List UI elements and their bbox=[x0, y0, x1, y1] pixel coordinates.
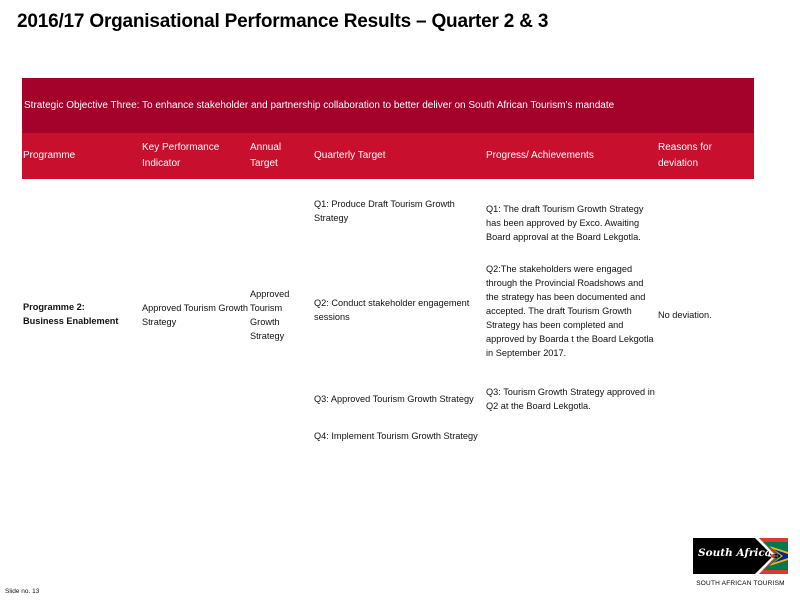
annual-line3: Growth bbox=[250, 317, 280, 327]
header-progress-label: Progress/ Achievements bbox=[486, 150, 594, 161]
programme-cell bbox=[23, 300, 118, 328]
programme-line1: Programme 2: bbox=[23, 302, 85, 312]
header-kpi-line1: Key Performance bbox=[142, 142, 220, 153]
strategic-objective-text: Strategic Objective Three: To enhance stakeholder and partnership collaboration to better deliver on South African Tourism’s mandate bbox=[24, 100, 615, 111]
reason-cell bbox=[658, 308, 712, 322]
header-annual-line1: Annual bbox=[250, 142, 282, 153]
progress-q2-line4: accepted. The draft Tourism Growth bbox=[486, 306, 632, 316]
quarterly-q4 bbox=[314, 429, 478, 443]
header-programme-label: Programme bbox=[23, 150, 76, 161]
reason-text: No deviation. bbox=[658, 310, 712, 320]
quarterly-q4-line1: Q4: Implement Tourism Growth Strategy bbox=[314, 431, 478, 441]
header-annual-target bbox=[250, 133, 281, 179]
progress-q3-line1: Q3: Tourism Growth Strategy approved in bbox=[486, 387, 655, 397]
page-title: 2016/17 Organisational Performance Results – Quarter 2 & 3 bbox=[17, 11, 549, 32]
progress-q1-line3: Board approval at the Board Lekgotla. bbox=[486, 232, 641, 242]
quarterly-q1-line2: Strategy bbox=[314, 213, 349, 223]
quarterly-q2-line1: Q2: Conduct stakeholder engagement bbox=[314, 298, 470, 308]
progress-q1-line2: has been approved by Exco. Awaiting bbox=[486, 218, 640, 228]
logo-caption: SOUTH AFRICAN TOURISM bbox=[696, 580, 785, 587]
header-kpi bbox=[142, 133, 219, 179]
logo-wordmark: South Africa bbox=[698, 547, 772, 559]
header-kpi-line2: Indicator bbox=[142, 158, 181, 169]
strategic-objective-banner bbox=[22, 78, 754, 133]
header-annual-line2: Target bbox=[250, 158, 278, 169]
header-quarterly-label: Quarterly Target bbox=[314, 150, 386, 161]
programme-line2: Business Enablement bbox=[23, 316, 119, 326]
quarterly-q1-line1: Q1: Produce Draft Tourism Growth bbox=[314, 199, 455, 209]
annual-line2: Tourism bbox=[250, 303, 283, 313]
progress-q3 bbox=[486, 385, 655, 413]
progress-q2 bbox=[486, 262, 654, 360]
quarterly-q3-line1: Q3: Approved Tourism Growth Strategy bbox=[314, 394, 474, 404]
quarterly-q2 bbox=[314, 296, 469, 324]
progress-q2-line7: in September 2017. bbox=[486, 348, 567, 358]
kpi-cell bbox=[142, 301, 248, 329]
quarterly-q2-line2: sessions bbox=[314, 312, 350, 322]
slide-number: Slide no. 13 bbox=[5, 588, 40, 595]
header-programme bbox=[23, 133, 75, 179]
progress-q2-line5: Strategy has been completed and bbox=[486, 320, 624, 330]
table-header-row bbox=[22, 133, 754, 179]
annual-line1: Approved bbox=[250, 289, 290, 299]
header-progress bbox=[486, 133, 594, 179]
quarterly-q3 bbox=[314, 392, 474, 406]
progress-q2-line3: the strategy has been documented and bbox=[486, 292, 646, 302]
annual-target-cell bbox=[250, 287, 289, 343]
kpi-line2: Strategy bbox=[142, 317, 177, 327]
progress-q2-line2: through the Provincial Roadshows and bbox=[486, 278, 644, 288]
annual-line4: Strategy bbox=[250, 331, 285, 341]
progress-q3-line2: Q2 at the Board Lekgotla. bbox=[486, 401, 591, 411]
progress-q1-line1: Q1: The draft Tourism Growth Strategy bbox=[486, 204, 644, 214]
south-africa-logo bbox=[693, 538, 788, 574]
progress-q2-line6: approved by Boarda t the Board Lekgotla bbox=[486, 334, 654, 344]
header-reasons bbox=[658, 133, 712, 179]
quarterly-q1 bbox=[314, 197, 455, 225]
progress-q1 bbox=[486, 202, 643, 244]
header-reasons-line2: deviation bbox=[658, 158, 699, 169]
progress-q2-line1: Q2:The stakeholders were engaged bbox=[486, 264, 633, 274]
header-reasons-line1: Reasons for bbox=[658, 142, 712, 153]
kpi-line1: Approved Tourism Growth bbox=[142, 303, 249, 313]
header-quarterly-target bbox=[314, 133, 386, 179]
